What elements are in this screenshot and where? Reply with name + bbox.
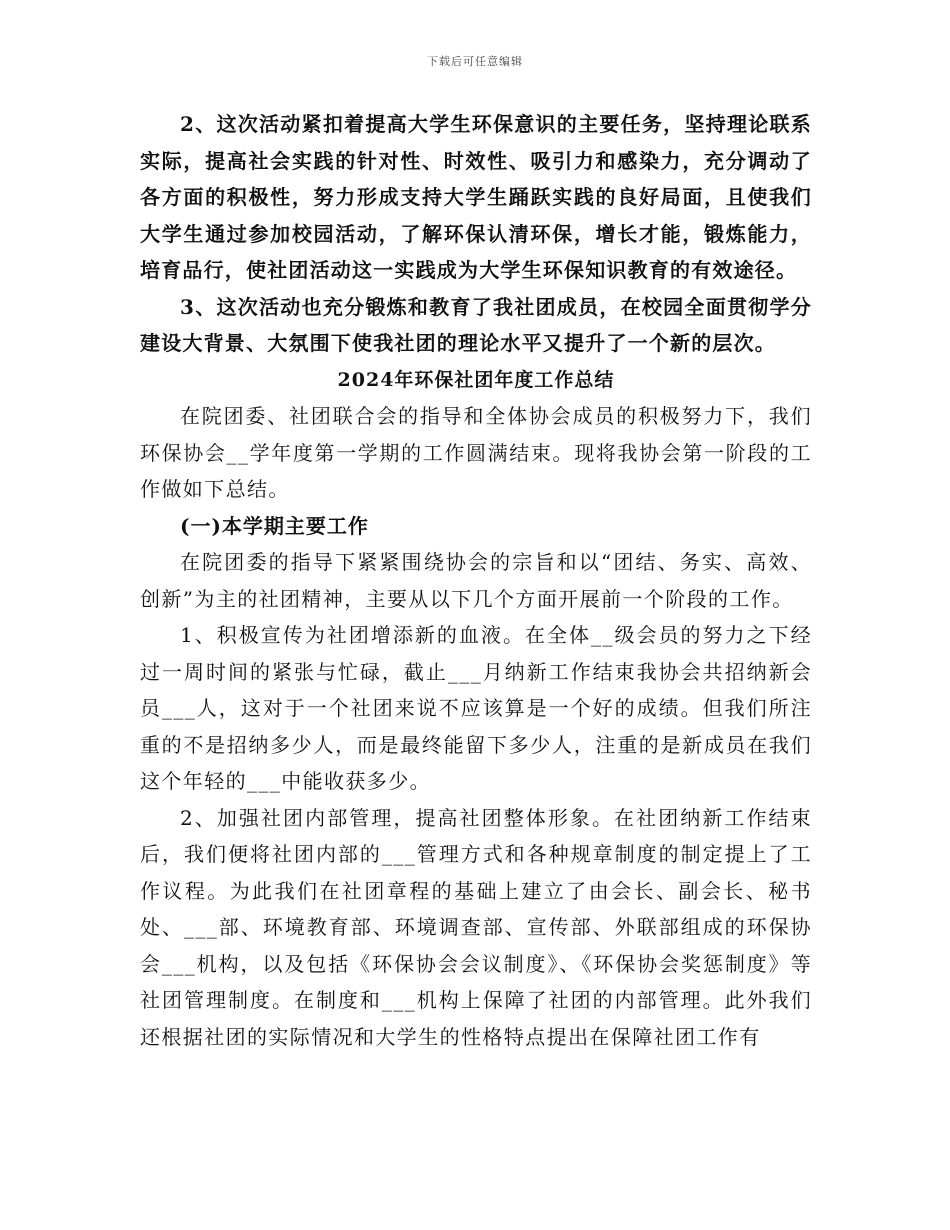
- paragraph-activity-point-3: 3、这次活动也充分锻炼和教育了我社团成员，在校园全面贯彻学分建设大背景、大氛围下使我社团的理论水平又提升了一个新的层次。: [140, 294, 812, 355]
- paragraph-internal-management: 2、加强社团内部管理，提高社团整体形象。在社团纳新工作结束后，我们便将社团内部的___管理方式和各种规章制度的制定提上了工作议程。为此我们在社团章程的基础上建立了由会长、副会长、秘书处、___部、环境教育部、环境调查部、宣传部、外联部组成的环保协会___机构，以及包括《环保协会会议制度》、《环保协会奖惩制度》等社团管理制度。在制度和___机构上保障了社团的内部管理。此外我们还根据社团的实际情况和大学生的性格特点提出在保障社团工作有: [140, 805, 812, 1049]
- paragraph-intro: 在院团委、社团联合会的指导和全体协会成员的积极努力下，我们环保协会__学年度第一学期的工作圆满结束。现将我协会第一阶段的工作做如下总结。: [140, 404, 812, 501]
- page-header-note: 下载后可任意编辑: [427, 55, 523, 68]
- paragraph-activity-point-2: 2、这次活动紧扣着提高大学生环保意识的主要任务，坚持理论联系实际，提高社会实践的针对性、时效性、吸引力和感染力，充分调动了各方面的积极性，努力形成支持大学生踊跃实践的良好局面，且使我们大学生通过参加校园活动，了解环保认清环保，增长才能，锻炼能力，培育品行，使社团活动这一实践成为大学生环保知识教育的有效途径。: [140, 112, 812, 282]
- section-heading-main-work: (一)本学期主要工作: [180, 513, 369, 538]
- document-title: 2024年环保社团年度工作总结: [337, 368, 615, 391]
- document-body: [140, 106, 812, 1055]
- paragraph-recruitment: 1、积极宣传为社团增添新的血液。在全体__级会员的努力之下经过一周时间的紧张与忙碌，截止___月纳新工作结束我协会共招纳新会员___人，这对于一个社团来说不应该算是一个好的成绩。但我们所注重的不是招纳多少人，而是最终能留下多少人，注重的是新成员在我们这个年轻的___中能收获多少。: [140, 623, 812, 793]
- paragraph-guidance: 在院团委的指导下紧紧围绕协会的宗旨和以“团结、务实、高效、创新”为主的社团精神，主要从以下几个方面开展前一个阶段的工作。: [140, 550, 812, 611]
